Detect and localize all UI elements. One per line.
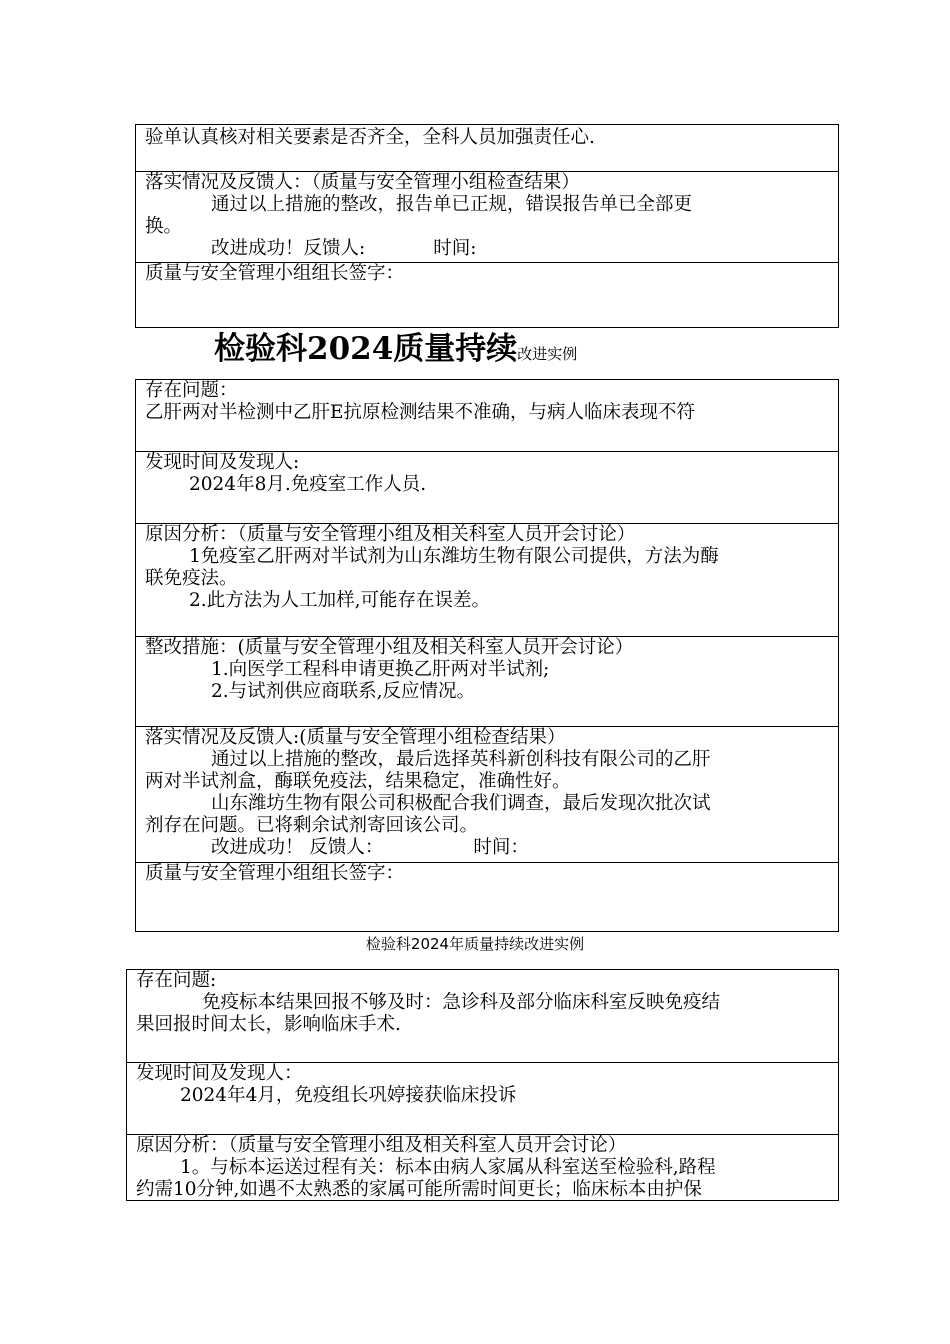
result-header: 落实情况及反馈人:(质量与安全管理小组检查结果） bbox=[145, 727, 566, 748]
feedback-success-line bbox=[145, 238, 829, 260]
discovery-cell bbox=[136, 451, 838, 523]
feedback-time: 时间: bbox=[433, 238, 477, 259]
measures-line-2: 2.与试剂供应商联系,反应情况。 bbox=[211, 681, 476, 702]
result-time: 时间： bbox=[473, 837, 529, 858]
feedback-line-2: 换。 bbox=[145, 216, 183, 237]
cause-cell-3 bbox=[127, 1134, 838, 1201]
problem-line-2-3: 果回报时间太长，影响临床手术. bbox=[136, 1014, 401, 1035]
measures-cell bbox=[136, 636, 838, 726]
signature-label: 质量与安全管理小组组长签字： bbox=[145, 263, 405, 284]
result-success-line bbox=[145, 837, 829, 859]
cause-line-1-3: 1。与标本运送过程有关：标本由病人家属从科室送至检验科,路程 bbox=[180, 1157, 716, 1178]
measures-header: 整改措施：(质量与安全管理小组及相关科室人员开会讨论） bbox=[145, 637, 634, 658]
measure-continuation-text: 验单认真核对相关要素是否齐全，全科人员加强责任心. bbox=[145, 127, 595, 148]
result-line-2: 两对半试剂盒，酶联免疫法，结果稳定，准确性好。 bbox=[145, 771, 571, 792]
problem-cell bbox=[136, 380, 838, 451]
cause-line-3: 2.此方法为人工加样,可能存在误差。 bbox=[189, 590, 491, 611]
problem-cell-3 bbox=[127, 970, 838, 1062]
cause-line-2: 联免疫法。 bbox=[145, 568, 238, 589]
problem-text: 乙肝两对半检测中乙肝E抗原检测结果不准确，与病人临床表现不符 bbox=[145, 402, 696, 423]
cause-cell bbox=[136, 523, 838, 636]
signature-cell-2 bbox=[136, 862, 838, 932]
result-line-1: 通过以上措施的整改，最后选择英科新创科技有限公司的乙肝 bbox=[211, 749, 711, 770]
result-line-4: 剂存在问题。已将剩余试剂寄回该公司。 bbox=[145, 815, 479, 836]
discovery-header: 发现时间及发现人: bbox=[145, 452, 300, 473]
table-block-3 bbox=[126, 969, 839, 1201]
result-success: 改进成功！ 反馈人： bbox=[211, 837, 384, 858]
problem-header: 存在问题： bbox=[145, 380, 238, 401]
section-title-1-main: 检验科2024质量持续 bbox=[214, 331, 518, 367]
result-cell bbox=[136, 726, 838, 862]
feedback-header: 落实情况及反馈人：（质量与安全管理小组检查结果） bbox=[145, 172, 580, 193]
signature-cell bbox=[136, 262, 838, 328]
discovery-text-3: 2024年4月，免疫组长巩婷接获临床投诉 bbox=[180, 1085, 517, 1106]
signature-label-2: 质量与安全管理小组组长签字： bbox=[145, 863, 405, 884]
feedback-success: 改进成功！反馈人: bbox=[211, 238, 366, 259]
measures-line-1: 1.向医学工程科申请更换乙肝两对半试剂; bbox=[211, 659, 550, 680]
problem-line-1-3: 免疫标本结果回报不够及时：急诊科及部分临床科室反映免疫结 bbox=[202, 992, 721, 1013]
result-line-3: 山东潍坊生物有限公司积极配合我们调查，最后发现次批次试 bbox=[211, 793, 711, 814]
discovery-cell-3 bbox=[127, 1062, 838, 1134]
discovery-header-3: 发现时间及发现人： bbox=[136, 1063, 303, 1084]
cause-line-2-3: 约需10分钟,如遇不太熟悉的家属可能所需时间更长；临床标本由护保 bbox=[136, 1179, 702, 1200]
feedback-line-1: 通过以上措施的整改，报告单已正规，错误报告单已全部更 bbox=[211, 194, 693, 215]
table-block-1 bbox=[135, 124, 839, 328]
cause-line-1: 1免疫室乙肝两对半试剂为山东潍坊生物有限公司提供，方法为酶 bbox=[189, 546, 719, 567]
cause-header: 原因分析：（质量与安全管理小组及相关科室人员开会讨论） bbox=[145, 524, 636, 545]
measure-continuation-cell bbox=[136, 125, 838, 171]
cause-header-3: 原因分析：（质量与安全管理小组及相关科室人员开会讨论） bbox=[136, 1135, 627, 1156]
table-block-2 bbox=[135, 379, 839, 932]
section-title-1 bbox=[214, 330, 577, 373]
feedback-cell bbox=[136, 171, 838, 262]
section-title-2: 检验科2024年质量持续改进实例 bbox=[365, 935, 585, 953]
section-title-1-tail: 改进实例 bbox=[517, 345, 578, 363]
problem-header-3: 存在问题: bbox=[136, 970, 217, 991]
discovery-text: 2024年8月.免疫室工作人员. bbox=[189, 474, 427, 495]
